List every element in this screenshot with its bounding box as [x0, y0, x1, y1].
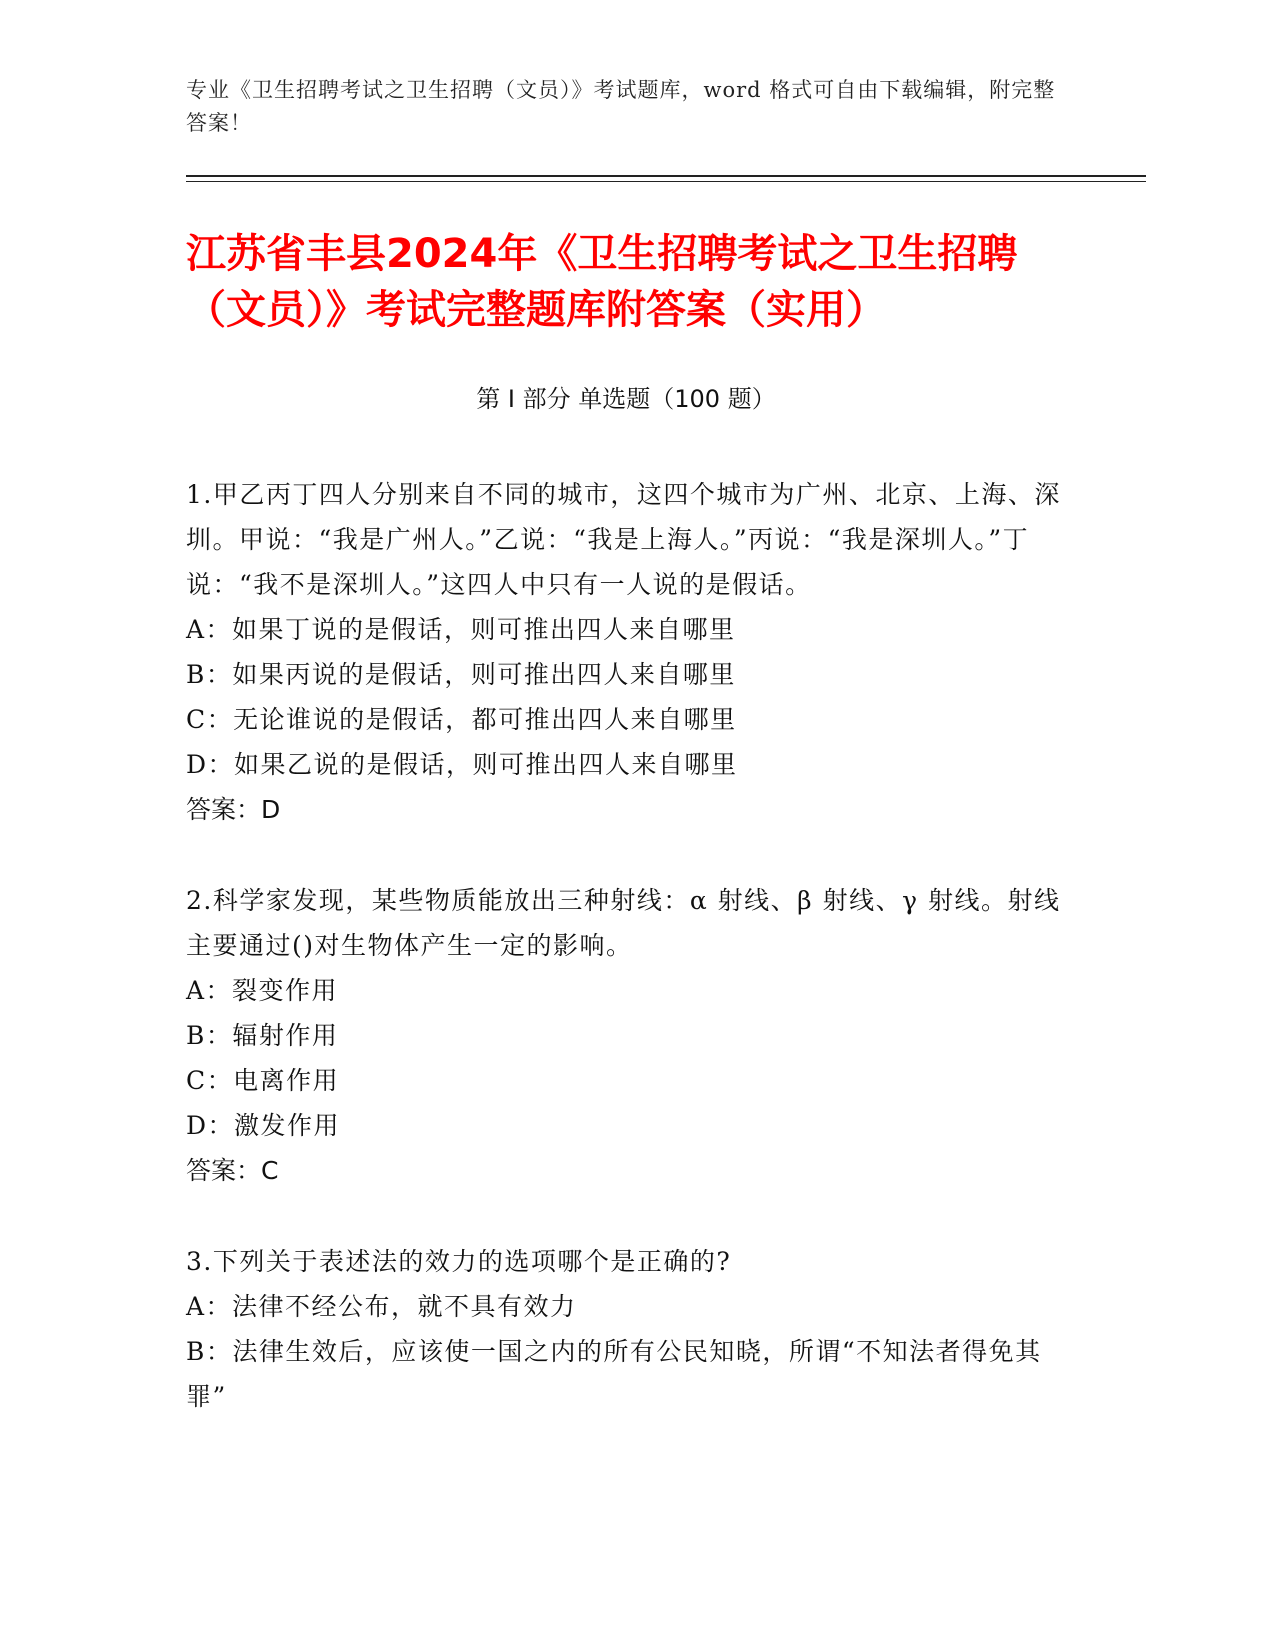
question-3 [186, 1239, 1066, 1419]
header-rule-thick [186, 175, 1146, 177]
answer: 答案：D [186, 795, 281, 824]
option-b: B：辐射作用 [186, 1021, 339, 1050]
option-a: A：法律不经公布，就不具有效力 [186, 1292, 577, 1321]
option-b: B：如果丙说的是假话，则可推出四人来自哪里 [186, 660, 736, 689]
option-a: A：如果丁说的是假话，则可推出四人来自哪里 [186, 615, 736, 644]
option-b: B：法律生效后，应该使一国之内的所有公民知晓，所谓“不知法者得免其罪” [186, 1337, 1042, 1411]
question-1 [186, 472, 1066, 832]
option-c: C：无论谁说的是假话，都可推出四人来自哪里 [186, 705, 737, 734]
header-note: 专业《卫生招聘考试之卫生招聘（文员）》考试题库，word 格式可自由下载编辑，附完整答案！ [186, 78, 1056, 135]
option-c: C：电离作用 [186, 1066, 340, 1095]
document-title: 江苏省丰县2024年《卫生招聘考试之卫生招聘（文员）》考试完整题库附答案（实用） [186, 231, 1018, 333]
question-2 [186, 878, 1066, 1193]
header-rule-thin [186, 181, 1146, 182]
option-d: D：激发作用 [186, 1111, 341, 1140]
option-d: D：如果乙说的是假话，则可推出四人来自哪里 [186, 750, 738, 779]
question-stem: 3.下列关于表述法的效力的选项哪个是正确的? [186, 1247, 732, 1276]
question-list [186, 472, 1066, 1465]
question-stem: 1.甲乙丙丁四人分别来自不同的城市，这四个城市为广州、北京、上海、深圳。甲说：“我是广州人。”乙说：“我是上海人。”丙说：“我是深圳人。”丁说：“我不是深圳人。”这四人中只有一人说的是假话。 [186, 480, 1061, 599]
answer: 答案：C [186, 1156, 279, 1185]
section-heading: 第 I 部分 单选题（100 题） [476, 385, 776, 413]
option-a: A：裂变作用 [186, 976, 339, 1005]
question-stem: 2.科学家发现，某些物质能放出三种射线：α 射线、β 射线、γ 射线。射线主要通过()对生物体产生一定的影响。 [186, 886, 1061, 960]
